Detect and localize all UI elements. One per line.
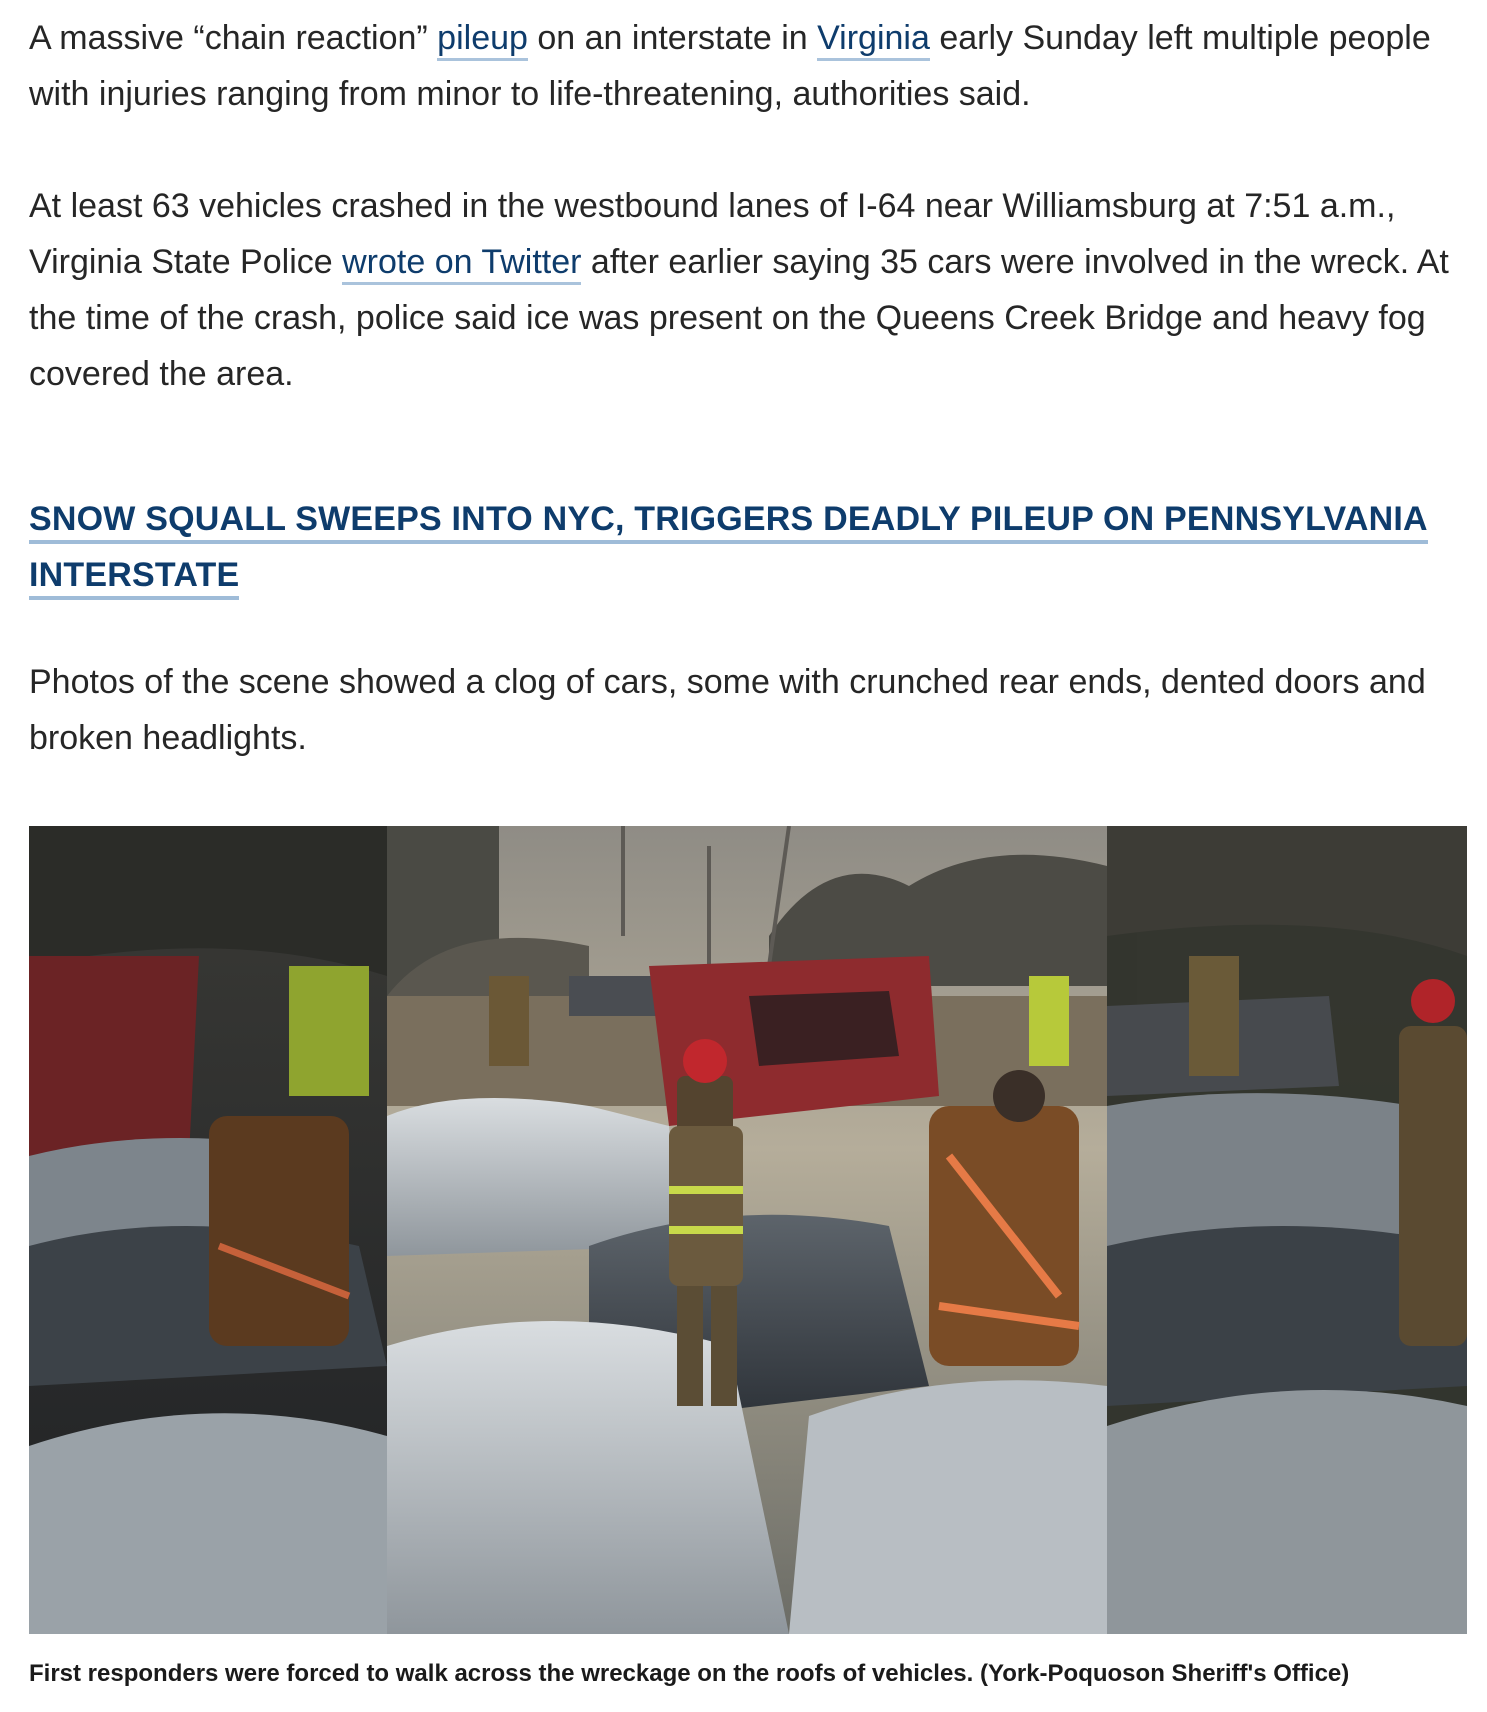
paragraph-text: A massive “chain reaction” bbox=[29, 19, 438, 57]
crash-scene-photo bbox=[29, 826, 1467, 1634]
pileup-link[interactable]: pileup bbox=[437, 19, 528, 61]
twitter-link[interactable]: wrote on Twitter bbox=[342, 243, 581, 285]
photo-caption: First responders were forced to walk across the wreckage on the roofs of vehicles. (York-Poquoson Sheriff's Office) bbox=[29, 1660, 1350, 1687]
paragraph-text: after earlier saying 35 cars were involved in the wreck. At the time of the crash, police said ice was present on the Queens Creek Bridge and heavy fog covered the area. bbox=[29, 243, 1449, 393]
paragraph-text: At least 63 vehicles crashed in the westbound lanes of I-64 near Williamsburg at 7:51 a.m., Virginia State Police bbox=[29, 187, 1396, 281]
related-article-link[interactable] bbox=[29, 491, 1469, 603]
photo-illustration bbox=[29, 826, 1467, 1634]
paragraph-text: on an interstate in bbox=[527, 19, 818, 57]
related-article-headline: SNOW SQUALL SWEEPS INTO NYC, TRIGGERS DEADLY PILEUP ON PENNSYLVANIA INTERSTATE bbox=[29, 500, 1428, 600]
paragraph-photos: Photos of the scene showed a clog of cars, some with crunched rear ends, dented doors and broken headlights. bbox=[29, 663, 1426, 757]
paragraph-crash-details bbox=[29, 178, 1469, 402]
virginia-link[interactable]: Virginia bbox=[817, 19, 930, 61]
paragraph-intro bbox=[29, 10, 1469, 122]
paragraph-text: early Sunday left multiple people with injuries ranging from minor to life-threatening, authorities said. bbox=[29, 19, 1431, 113]
